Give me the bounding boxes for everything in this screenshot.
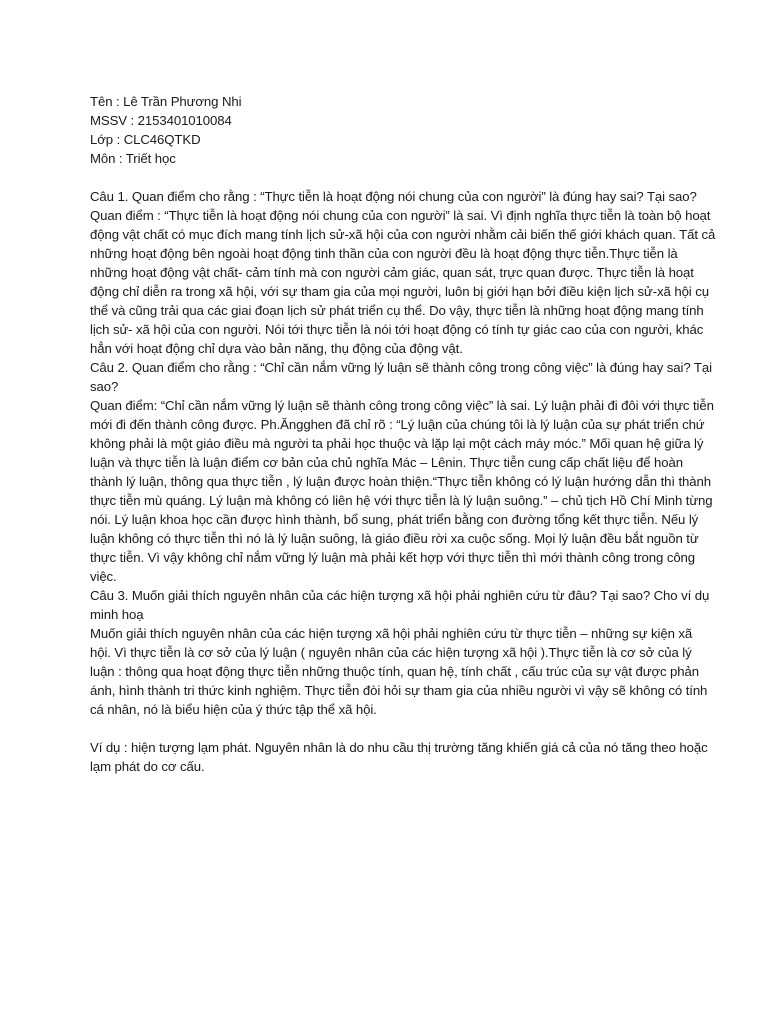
question-3: Câu 3. Muốn giải thích nguyên nhân của các hiện tượng xã hội phải nghiên cứu từ đâu? Tại sao? Cho ví dụ minh hoạ	[90, 588, 710, 622]
document-page	[90, 92, 716, 776]
answer-2: Quan điểm: “Chỉ cần nắm vững lý luận sẽ thành công trong công việc” là sai. Lý luận phải đi đôi với thực tiễn mới đi đến thành công được. Ph.Ăngghen đã chỉ rõ : “Lý luận của chúng tôi là lý luận của sự phát triển chứ không phải là một giáo điều mà người ta phải học thuộc và lặp lại một cách máy móc.” Mối quan hệ giữa lý luận và thực tiễn là luận điểm cơ bản của chủ nghĩa Mác – Lênin. Thực tiễn cung cấp chất liệu để hoàn thành lý luận, thông qua thực tiễn , lý luận được hoàn thiện.“Thực tiễn không có lý luận hướng dẫn thì thành thực tiễn mù quáng. Lý luận mà không có liên hệ với thực tiễn là lý luận suông.” – chủ tịch Hồ Chí Minh từng nói. Lý luận khoa học cần được hình thành, bổ sung, phát triển bằng con đường tổng kết thực tiễn. Nếu lý luận không có thực tiễn thì nó là lý luận suông, là giáo điều rời xa cuộc sống. Mọi lý luận đều bắt nguồn từ thực tiễn. Vì vậy không chỉ nắm vững lý luận mà phải kết hợp với thực tiễn thì mới thành công trong công việc.	[90, 398, 714, 584]
student-class: Lớp : CLC46QTKD	[90, 132, 201, 147]
student-id: MSSV : 2153401010084	[90, 113, 232, 128]
spacer	[90, 168, 716, 187]
spacer	[90, 719, 716, 738]
example-3: Ví dụ : hiện tượng lạm phát. Nguyên nhân là do nhu cầu thị trường tăng khiến giá cả của nó tăng theo hoặc lạm phát do cơ cấu.	[90, 740, 708, 774]
answer-3: Muốn giải thích nguyên nhân của các hiện tượng xã hội phải nghiên cứu từ thực tiễn – những sự kiện xã hội. Vì thực tiễn là cơ sở của lý luận ( nguyên nhân của các hiện tượng xã hội ).Thực tiễn là cơ sở của lý luận : thông qua hoạt động thực tiễn những thuộc tính, quan hệ, tính chất , cấu trúc của sự vật được phản ánh, hình thành tri thức kinh nghiệm. Thực tiễn đòi hỏi sự tham gia của nhiều người vì vậy sẽ không có tính cá nhân, nó là biểu hiện của ý thức tập thể xã hội.	[90, 626, 708, 717]
subject: Môn : Triết học	[90, 151, 176, 166]
question-1: Câu 1. Quan điểm cho rằng : “Thực tiễn là hoạt động nói chung của con người” là đúng hay sai? Tại sao?	[90, 189, 697, 204]
question-2: Câu 2. Quan điểm cho rằng : “Chỉ cần nắm vững lý luận sẽ thành công trong công việc” là đúng hay sai? Tại sao?	[90, 360, 712, 394]
student-name: Tên : Lê Trần Phương Nhi	[90, 94, 242, 109]
answer-1: Quan điểm : “Thực tiễn là hoạt động nói chung của con người” là sai. Vì định nghĩa thực tiễn là toàn bộ hoạt động vật chất có mục đích mang tính lịch sử-xã hội của con người nhằm cải biến thế giới khách quan. Tất cả những hoạt động bên ngoài hoạt động tinh thần của con người đều là hoạt động thực tiễn.Thực tiễn là những hoạt động vật chất- cảm tính mà con người cảm giác, quan sát, trực quan được. Thực tiễn là hoạt động chỉ diễn ra trong xã hội, với sự tham gia của mọi người, luôn bị giới hạn bởi điều kiện lịch sử-xã hội cụ thể và cũng trải qua các giai đoạn lịch sử phát triển cụ thể. Do vậy, thực tiễn là những hoạt động mang tính lịch sử- xã hội của con người. Nói tới thực tiễn là nói tới hoạt động có tính tự giác cao của con người, khác hẳn với hoạt động chỉ dựa vào bản năng, thụ động của động vật.	[90, 208, 716, 356]
